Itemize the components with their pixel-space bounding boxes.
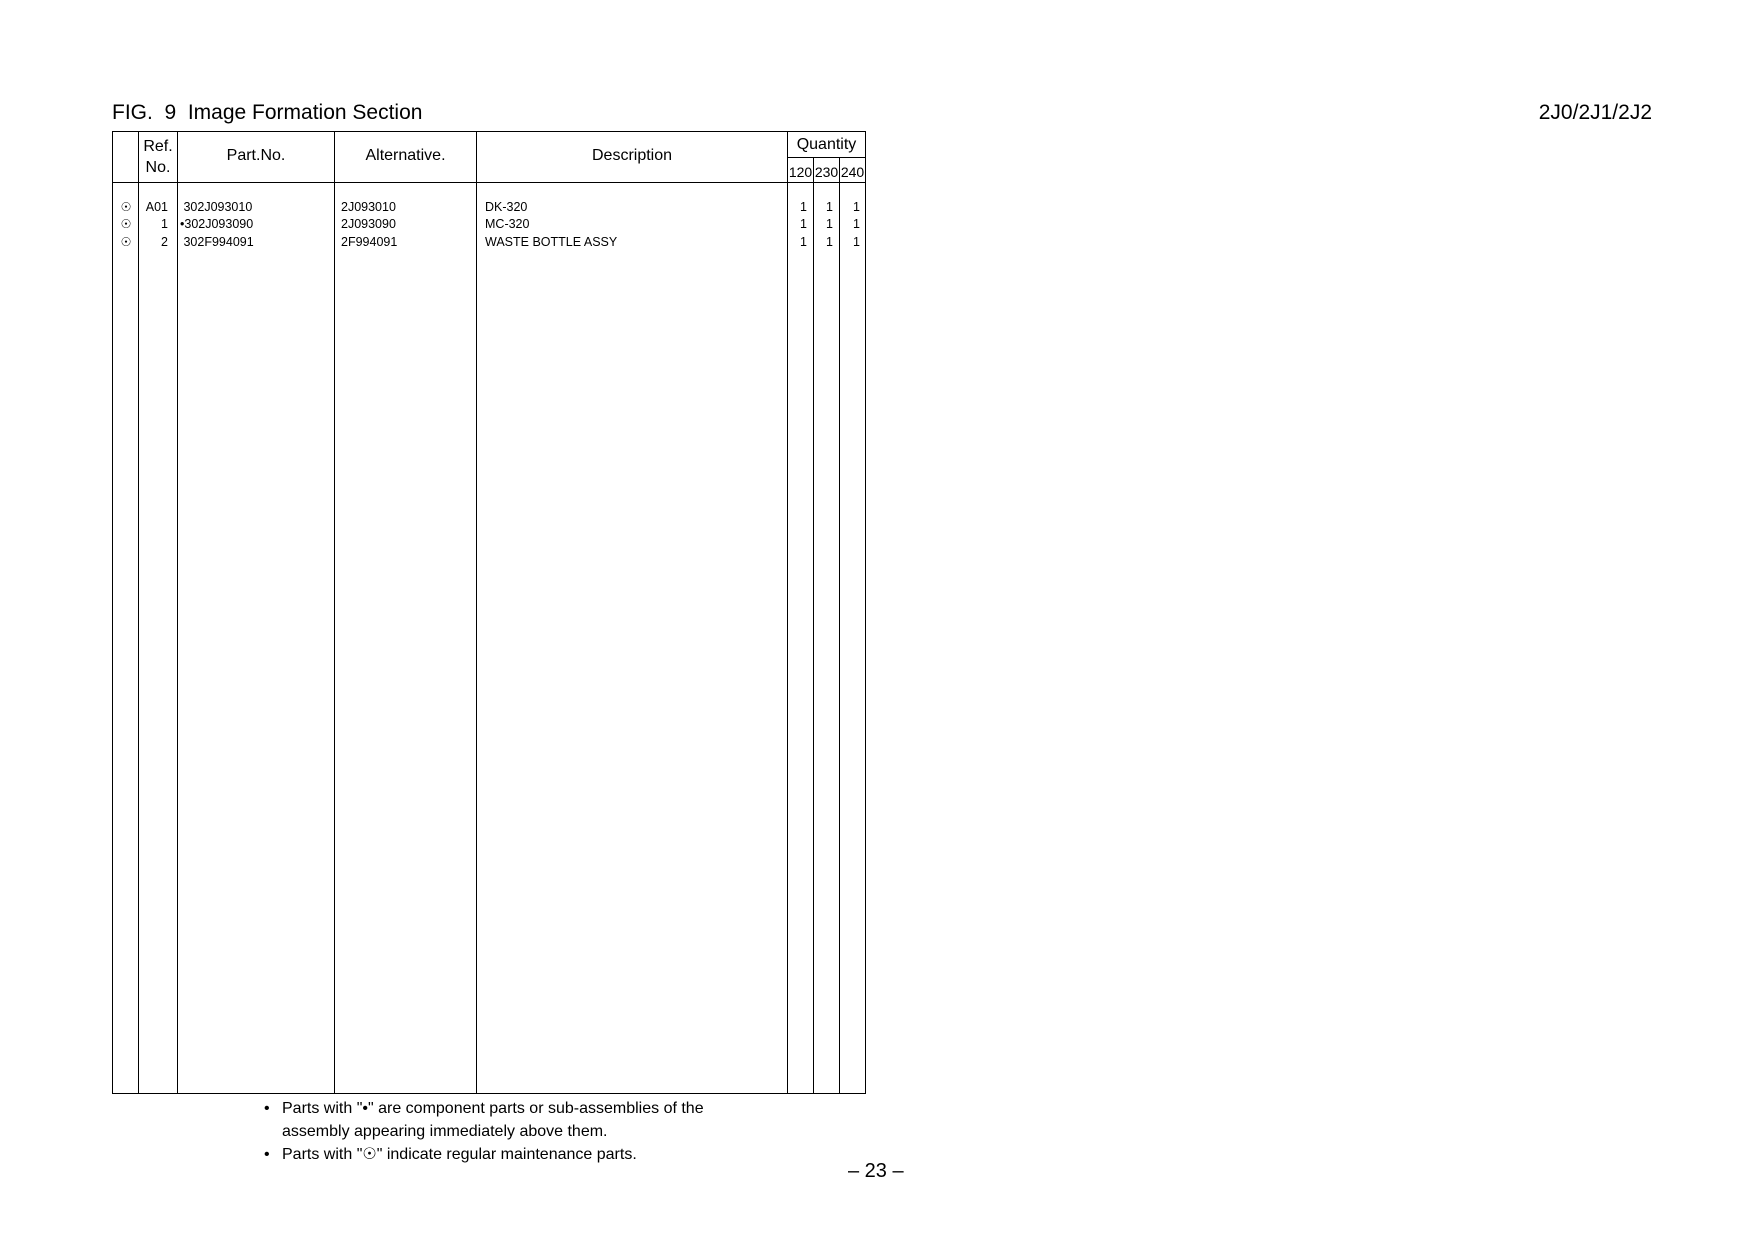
quantity-230-cell: 1: [826, 200, 833, 214]
ref-no-cell: 2: [161, 235, 168, 249]
maintenance-mark-icon: ☉: [120, 200, 132, 214]
quantity-header: Quantity: [796, 136, 857, 153]
note-item: [264, 1143, 704, 1166]
maintenance-mark-icon: ☉: [120, 235, 132, 249]
table-row: [113, 200, 865, 217]
column-divider: [839, 157, 840, 1093]
part-no-cell: 302F994091: [180, 235, 254, 249]
quantity-230-cell: 1: [826, 217, 833, 231]
alternative-cell: 2J093010: [341, 200, 396, 214]
ref-no-cell: A01: [145, 200, 168, 214]
description-cell: DK-320: [485, 200, 528, 214]
quantity-120-cell: 1: [800, 235, 807, 249]
bullet-icon: •: [264, 1146, 270, 1163]
column-divider: [334, 132, 335, 1093]
quantity-230-header: 230: [814, 164, 839, 180]
bullet-icon: •: [264, 1100, 270, 1117]
column-divider: [177, 132, 178, 1093]
figure-title: FIG. 9 Image Formation Section: [112, 101, 423, 124]
column-divider: [476, 132, 477, 1093]
part-no-cell: 302J093010: [180, 200, 253, 214]
note-text: assembly appearing immediately above them.: [282, 1123, 608, 1140]
quantity-120-cell: 1: [800, 200, 807, 214]
alternative-cell: 2J093090: [341, 217, 396, 231]
quantity-120-header: 120: [788, 164, 813, 180]
ref-header-line1: Ref.: [143, 138, 173, 155]
ref-no-cell: 1: [161, 217, 168, 231]
note-text: Parts with "☉" indicate regular maintenance parts.: [282, 1146, 637, 1163]
quantity-subheader-divider: [787, 157, 865, 158]
description-cell: MC-320: [485, 217, 530, 231]
note-text: Parts with "•" are component parts or sub-assemblies of the: [282, 1100, 704, 1117]
quantity-120-cell: 1: [800, 217, 807, 231]
description-cell: WASTE BOTTLE ASSY: [485, 235, 618, 249]
table-row: [113, 217, 865, 234]
parts-table: [112, 131, 866, 1094]
table-row: [113, 235, 865, 252]
notes: [264, 1097, 704, 1166]
quantity-240-cell: 1: [853, 217, 860, 231]
page-number: – 23 –: [848, 1160, 904, 1182]
quantity-240-header: 240: [840, 164, 865, 180]
quantity-230-cell: 1: [826, 235, 833, 249]
header-divider: [113, 182, 865, 183]
part-no-cell: •302J093090: [180, 217, 254, 231]
quantity-240-cell: 1: [853, 200, 860, 214]
alternative-header: Alternative.: [365, 147, 446, 164]
maintenance-mark-icon: ☉: [120, 217, 132, 231]
ref-header-line2: No.: [145, 159, 171, 176]
column-divider: [787, 132, 788, 1093]
model-codes: 2J0/2J1/2J2: [1538, 101, 1652, 124]
column-divider: [813, 157, 814, 1093]
quantity-240-cell: 1: [853, 235, 860, 249]
alternative-cell: 2F994091: [341, 235, 398, 249]
column-divider: [138, 132, 139, 1093]
description-header: Description: [591, 147, 673, 164]
ref-no-header: [139, 136, 177, 178]
note-item: [264, 1097, 704, 1143]
part-no-header: Part.No.: [226, 147, 286, 164]
